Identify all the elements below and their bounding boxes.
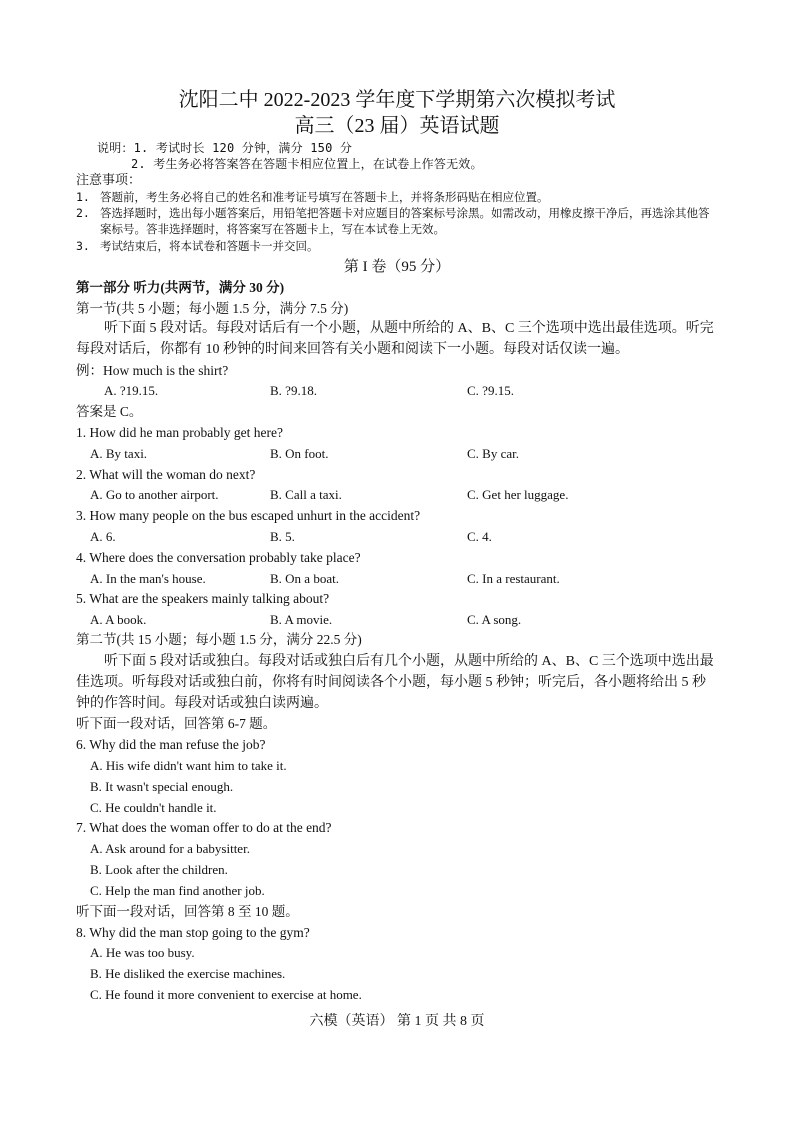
question-6-option-b: B. It wasn't special enough. [90,779,234,794]
question-1-option-a: A. By taxi. [90,446,148,461]
question-8: 8. Why did the man stop going to the gym? [76,925,310,940]
notice-item-number: 2. [76,206,90,220]
example-question: 例：How much is the shirt? [76,363,229,378]
question-8-option-c: C. He found it more convenient to exercise at home. [90,987,362,1002]
question-1-option-c: C. By car. [467,446,519,461]
question-2-option-c: C. Get her luggage. [467,487,569,502]
notice-item-number: 3. [76,239,90,253]
question-5-option-b: B. A movie. [270,612,333,627]
question-4-option-c: C. In a restaurant. [467,571,560,586]
question-4-option-a: A. In the man's house. [90,571,206,586]
notice-item-3 [76,238,726,254]
question-7-option-b: B. Look after the children. [90,862,228,877]
section1-directions-text: 听下面 5 段对话。每段对话后有一个小题，从题中所给的 A、B、C 三个选项中选出最佳选项。听完每段对话后，你都有 10 秒钟的时间来回答有关小题和阅读下一小题。每段对话仅读一遍。 [76,321,714,357]
notice-item-text: 答选择题时，选出每小题答案后，用铅笔把答题卡对应题目的答案标号涂黑。如需改动，用橡皮擦干净后，再选涂其他答案标号。答非选择题时，将答案写在答题卡上，写在本试卷上无效。 [100,206,710,236]
notice-item-1 [76,189,726,205]
question-7-option-c: C. Help the man find another job. [90,883,265,898]
question-3-option-a: A. 6. [90,529,116,544]
notice-item-number: 1. [76,190,90,204]
example-option-c: C. ?9.15. [467,383,514,398]
question-4: 4. Where does the conversation probably take place? [76,550,361,565]
instructions-line-1: 说明：1. 考试时长 120 分钟，满分 150 分 [97,141,353,155]
page-footer: 六模（英语） 第 1 页 共 8 页 [309,1014,485,1029]
notice-item-2 [76,205,726,237]
question-3: 3. How many people on the bus escaped unhurt in the accident? [76,508,421,523]
question-5-option-a: A. A book. [90,612,147,627]
question-6: 6. Why did the man refuse the job? [76,737,266,752]
example-option-b: B. ?9.18. [270,383,317,398]
question-2-option-a: A. Go to another airport. [90,487,219,502]
question-5: 5. What are the speakers mainly talking about? [76,591,330,606]
section2-directions-text: 听下面 5 段对话或独白。每段对话或独白后有几个小题，从题中所给的 A、B、C 三个选项中选出最佳选项。听每段对话或独白前，你将有时间阅读各个小题，每小题 5 秒钟；听完后，各小题将给出 5 秒钟的作答时间。每段对话或独白读两遍。 [76,654,714,711]
exam-title: 沈阳二中 2022-2023 学年度下学期第六次模拟考试 [178,89,616,111]
section1-directions [76,318,716,360]
question-3-option-c: C. 4. [467,529,492,544]
question-6-option-c: C. He couldn't handle it. [90,800,217,815]
dialog-instruction-6-7: 听下面一段对话，回答第 6-7 题。 [76,716,277,731]
question-1-option-b: B. On foot. [270,446,329,461]
question-8-option-a: A. He was too busy. [90,945,195,960]
section2-directions [76,651,716,714]
notice-heading: 注意事项： [76,172,142,187]
section2-heading: 第二节(共 15 小题；每小题 1.5 分，满分 22.5 分) [76,632,362,647]
dialog-instruction-8-10: 听下面一段对话，回答第 8 至 10 题。 [76,904,299,919]
question-8-option-b: B. He disliked the exercise machines. [90,966,286,981]
question-7: 7. What does the woman offer to do at the end? [76,820,332,835]
question-6-option-a: A. His wife didn't want him to take it. [90,758,287,773]
question-7-option-a: A. Ask around for a babysitter. [90,841,250,856]
question-3-option-b: B. 5. [270,529,295,544]
part-heading: 第一部分 听力(共两节，满分 30 分) [76,280,285,295]
notice-item-text: 考试结束后，将本试卷和答题卡一并交回。 [100,239,319,253]
exam-subtitle: 高三（23 届）英语试题 [294,115,500,137]
question-2-option-b: B. Call a taxi. [270,487,342,502]
question-1: 1. How did he man probably get here? [76,425,283,440]
question-5-option-c: C. A song. [467,612,522,627]
instructions-line-2: 2. 考生务必将答案答在答题卡相应位置上，在试卷上作答无效。 [131,157,483,171]
question-4-option-b: B. On a boat. [270,571,339,586]
question-2: 2. What will the woman do next? [76,467,256,482]
example-answer: 答案是 C。 [76,404,143,419]
section1-heading: 第一节(共 5 小题；每小题 1.5 分，满分 7.5 分) [76,301,349,316]
volume-title: 第 I 卷（95 分） [343,259,451,275]
example-option-a: A. ?19.15. [104,383,159,398]
notice-item-text: 答题前，考生务必将自己的姓名和准考证号填写在答题卡上，并将条形码贴在相应位置。 [100,190,549,204]
